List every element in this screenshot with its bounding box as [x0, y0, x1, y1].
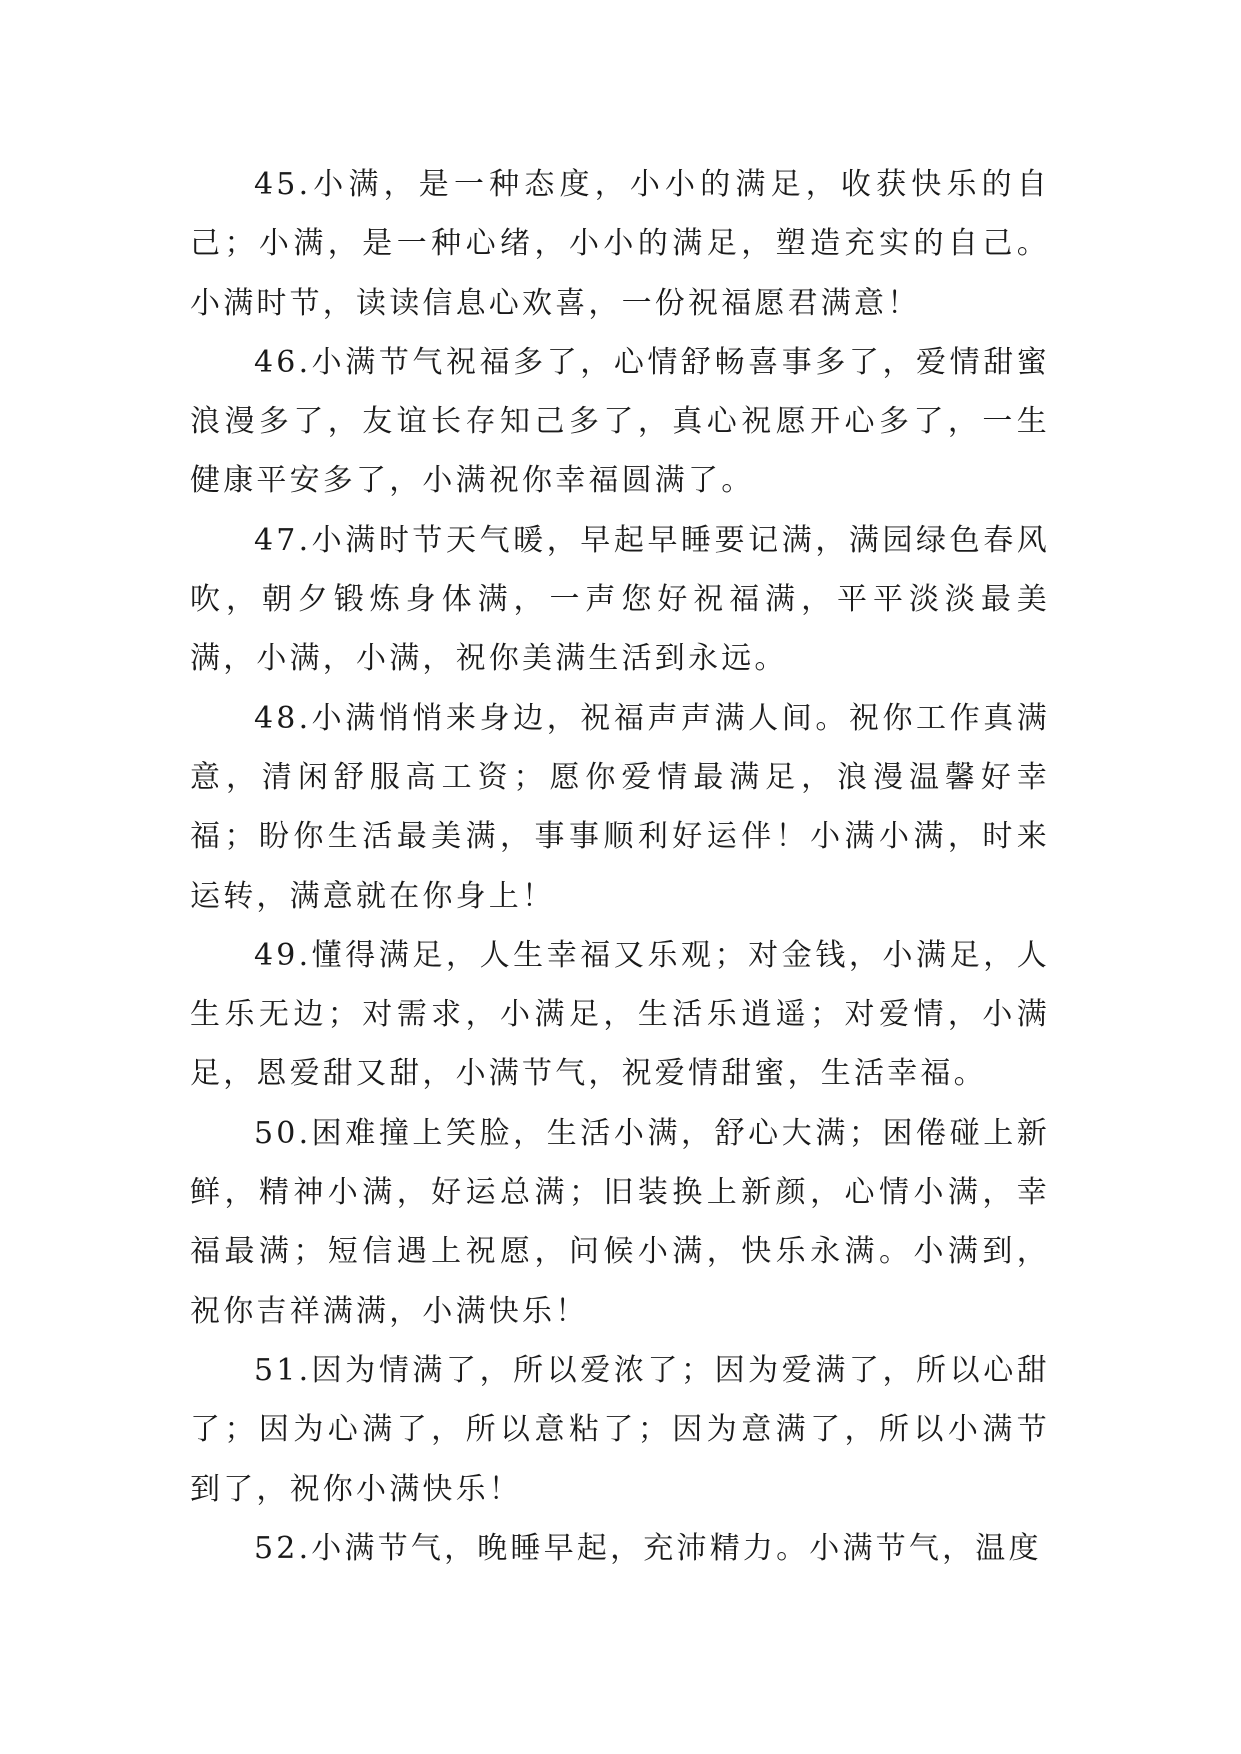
paragraph-45: 45.小满，是一种态度，小小的满足，收获快乐的自己；小满，是一种心绪，小小的满足，塑造充实的自己。小满时节，读读信息心欢喜，一份祝福愿君满意！ — [190, 167, 1050, 321]
paragraph-49: 49.懂得满足，人生幸福又乐观；对金钱，小满足，人生乐无边；对需求，小满足，生活乐逍遥；对爱情，小满足，恩爱甜又甜，小满节气，祝爱情甜蜜，生活幸福。 — [190, 937, 1050, 1092]
paragraph-51: 51.因为情满了，所以爱浓了；因为爱满了，所以心甜了；因为心满了，所以意粘了；因为意满了，所以小满节到了，祝你小满快乐！ — [190, 1352, 1050, 1507]
document-body — [190, 155, 1050, 1578]
paragraph-47: 47.小满时节天气暖，早起早睡要记满，满园绿色春风吹，朝夕锻炼身体满，一声您好祝福满，平平淡淡最美满，小满，小满，祝你美满生活到永远。 — [190, 522, 1050, 677]
paragraph-50: 50.困难撞上笑脸，生活小满，舒心大满；困倦碰上新鲜，精神小满，好运总满；旧装换上新颜，心情小满，幸福最满；短信遇上祝愿，问候小满，快乐永满。小满到，祝你吉祥满满，小满快乐！ — [190, 1115, 1050, 1329]
paragraph-52: 52.小满节气，晚睡早起，充沛精力。小满节气，温度 — [254, 1530, 1042, 1566]
paragraph-46: 46.小满节气祝福多了，心情舒畅喜事多了，爱情甜蜜浪漫多了，友谊长存知己多了，真心祝愿开心多了，一生健康平安多了，小满祝你幸福圆满了。 — [190, 344, 1050, 499]
paragraph-48: 48.小满悄悄来身边，祝福声声满人间。祝你工作真满意，清闲舒服高工资；愿你爱情最满足，浪漫温馨好幸福；盼你生活最美满，事事顺利好运伴！小满小满，时来运转，满意就在你身上！ — [190, 700, 1050, 914]
